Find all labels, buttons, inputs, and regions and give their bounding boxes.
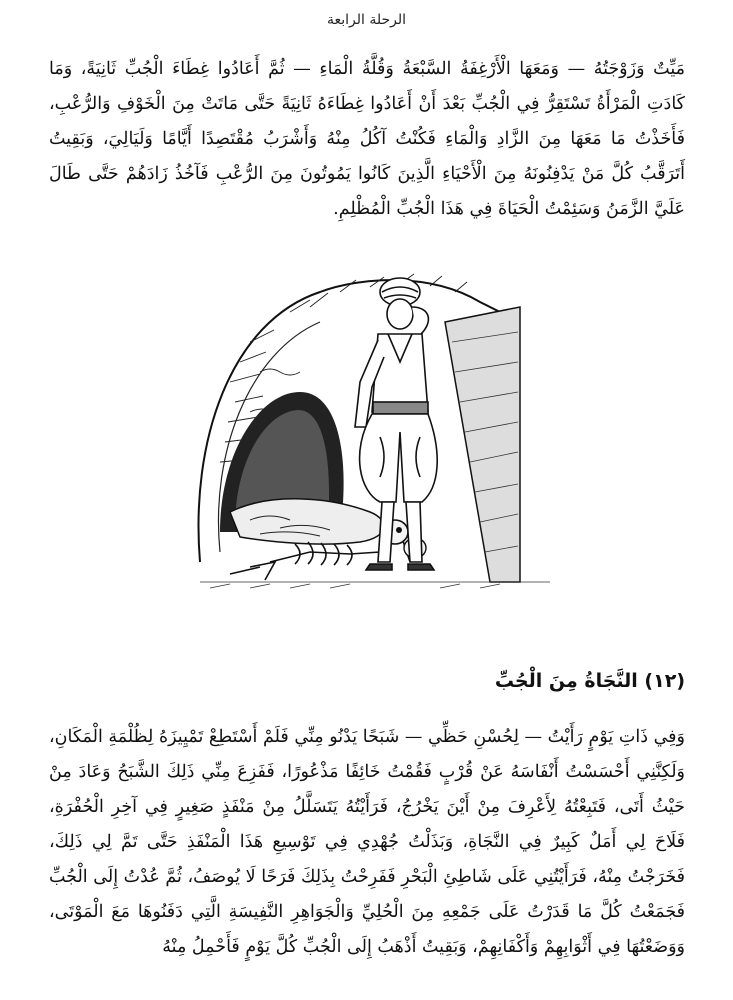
illustration [190, 262, 570, 592]
running-header: الرحلة الرابعة [326, 12, 407, 28]
man-in-burial-pit-illustration [190, 262, 570, 592]
section-heading: (١٢) النَّجَاةُ مِنَ الْجُبِّ [494, 670, 685, 692]
paragraph: مَيِّتٌ وَزَوْجَتُهُ — وَمَعَهَا الْأَرْغِفَةُ السَّبْعَةُ وَقُلَّةُ الْمَاءِ — ثُمَّ أَعَادُوا غِطَاءَ الْجُبِّ ثَانِيَةً، وَمَا كَادَتِ الْمَرْأَةُ تَسْتَقِرُّ فِي الْجُبِّ بَعْدَ أَنْ أَعَادُوا غِطَاءَهُ ثَانِيَةً حَتَّى مَاتَتْ مِنَ الْخَوْفِ وَالرُّعْبِ، فَأَخَذْتُ مَا مَعَهَا مِنَ الزَّادِ وَالْمَاءِ فَكُنْتُ آكُلُ مِنْهُ وَأَشْرَبُ مُقْتَصِدًا أَيَّامًا وَلَيَالِيَ، وَبَقِيتُ أَتَرَقَّبُ كُلَّ مَنْ يَدْفِنُونَهُ مِنَ الْأَحْيَاءِ الَّذِينَ كَانُوا يَمُوتُونَ مِنَ الرُّعْبِ فَآخُذُ زَادَهُمْ حَتَّى طَالَ عَلَيَّ الزَّمَنُ وَسَئِمْتُ الْحَيَاةَ فِي هَذَا الْجُبِّ الْمُظْلِمِ. [49, 59, 685, 219]
paragraph: وَفِي ذَاتِ يَوْمٍ رَأَيْتُ — لِحُسْنِ حَظِّي — شَبَحًا يَدْنُو مِنِّي فَلَمْ أَسْتَطِعْ تَمْيِيزَهُ لِظُلْمَةِ الْمَكَانِ، وَلَكِنَّنِي أَحْسَسْتُ أَنْفَاسَهُ عَنْ قُرْبٍ فَقُمْتُ خَائِفًا مَذْعُورًا، فَفَزِعَ مِنِّي ذَلِكَ الشَّبَحُ وَعَادَ مِنْ حَيْثُ أَتَى، فَتَبِعْتُهُ لِأَعْرِفَ مِنْ أَيْنَ يَخْرُجُ، فَرَأَيْتُهُ يَتَسَلَّلُ مِنْ مَنْفَذٍ صَغِيرٍ فِي آخِرِ الْحُفْرَةِ، فَلَاحَ لِي أَمَلٌ كَبِيرٌ فِي النَّجَاةِ، وَبَذَلْتُ جُهْدِي فِي تَوْسِيعِ هَذَا الْمَنْفَذِ حَتَّى تَمَّ لِي ذَلِكَ، فَخَرَجْتُ مِنْهُ، فَرَأَيْتُنِي عَلَى شَاطِئِ الْبَحْرِ فَفَرِحْتُ بِذَلِكَ فَرَحًا لَا يُوصَفُ، ثُمَّ عُدْتُ إِلَى الْجُبِّ فَجَمَعْتُ كُلَّ مَا قَدَرْتُ عَلَى جَمْعِهِ مِنَ الْحُلِيِّ وَالْجَوَاهِرِ النَّفِيسَةِ الَّتِي دَفَنُوهَا مَعَ الْمَوْتَى، وَوَضَعْتُهَا فِي أَثْوَابِهِمْ وَأَكْفَانِهِمْ، وَبَقِيتُ أَذْهَبُ إِلَى الْجُبِّ كُلَّ يَوْمٍ فَأَحْمِلُ مِنْهُ [49, 727, 685, 957]
